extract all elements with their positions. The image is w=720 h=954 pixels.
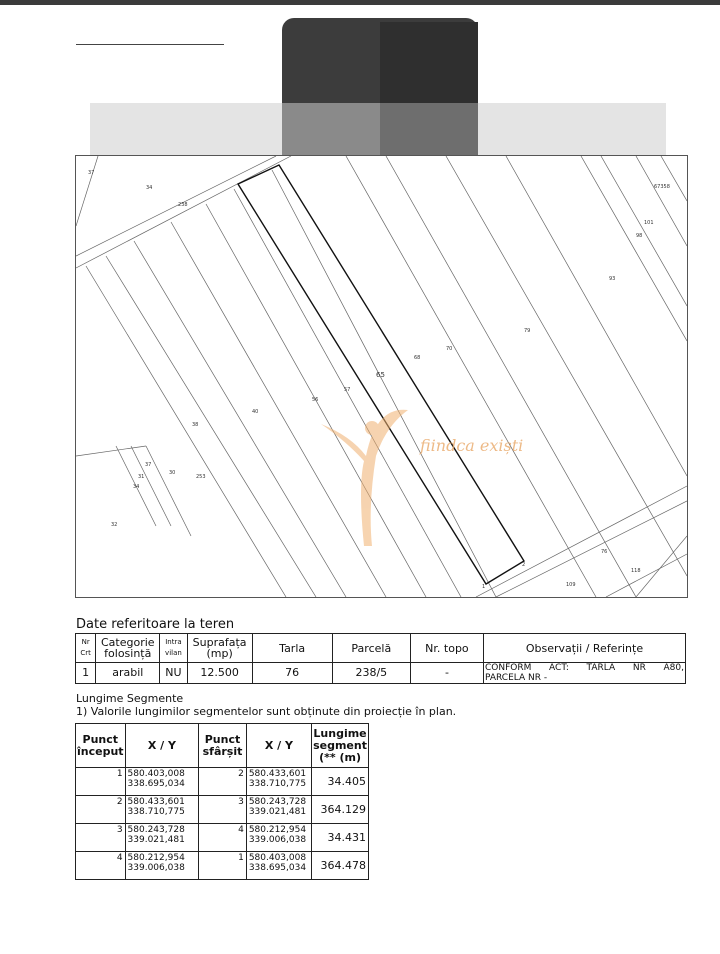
obs-line-2: PARCELA NR - xyxy=(484,673,548,683)
parcel-label: 56 xyxy=(312,397,319,403)
cell-xy2 xyxy=(246,852,311,880)
cell-len: 34.431 xyxy=(312,824,369,852)
cell-xy2 xyxy=(246,768,311,796)
cell-topo: - xyxy=(410,663,483,684)
cell-xy1 xyxy=(125,852,199,880)
parcel-label: 34 xyxy=(146,185,153,191)
parcel-label: 93 xyxy=(609,276,616,282)
coord-y: 338.710,775 xyxy=(248,779,307,789)
parcel-label: 79 xyxy=(524,328,531,334)
coord-y: 339.021,481 xyxy=(248,807,307,817)
col-xy-1: X / Y xyxy=(125,724,199,768)
parcel-label: 238 xyxy=(178,202,188,208)
cell-xy2 xyxy=(246,796,311,824)
col-nr-crt: Nr Crt xyxy=(76,634,96,663)
cell-p1: 3 xyxy=(76,824,126,852)
redaction-block-3 xyxy=(282,103,380,163)
col-xy-2: X / Y xyxy=(246,724,311,768)
col-nr-topo: Nr. topo xyxy=(410,634,483,663)
cell-categorie: arabil xyxy=(96,663,160,684)
coord-y: 338.695,034 xyxy=(127,779,185,789)
parcel-label: 34 xyxy=(133,484,140,490)
vertex-label: 1 xyxy=(482,584,486,590)
parcel-label: 67358 xyxy=(654,184,670,190)
coord-y: 338.710,775 xyxy=(127,807,185,817)
parcel-label: 57 xyxy=(344,387,351,393)
col-categorie: Categorie folosință xyxy=(96,634,160,663)
segmente-note: 1) Valorile lungimilor segmentelor sunt obținute din proiecție în plan. xyxy=(76,705,457,718)
cell-p2: 3 xyxy=(199,796,247,824)
cell-p1: 1 xyxy=(76,768,126,796)
parcel-label: 253 xyxy=(196,474,206,480)
cell-intravilan: NU xyxy=(160,663,187,684)
watermark-text: fiindca exiști xyxy=(420,436,524,455)
header-rule xyxy=(76,44,224,45)
teren-table xyxy=(75,633,686,684)
coord-y: 338.695,034 xyxy=(248,863,307,873)
table-row xyxy=(76,824,369,852)
parcel-label: 32 xyxy=(111,522,118,528)
cell-xy1 xyxy=(125,796,199,824)
cell-p2: 4 xyxy=(199,824,247,852)
col-punct-sfarsit: Punct sfârșit xyxy=(199,724,247,768)
coord-y: 339.021,481 xyxy=(127,835,185,845)
coord-x: 580.403,008 xyxy=(248,853,307,863)
coord-x: 580.212,954 xyxy=(248,825,307,835)
cell-p1: 2 xyxy=(76,796,126,824)
parcel-label: 76 xyxy=(601,549,608,555)
redaction-block-2 xyxy=(380,22,478,104)
col-punct-inceput: Punct început xyxy=(76,724,126,768)
coord-x: 580.243,728 xyxy=(127,825,185,835)
col-suprafata: Suprafața (mp) xyxy=(187,634,252,663)
cell-tarla: 76 xyxy=(252,663,332,684)
cell-parcela: 238/5 xyxy=(332,663,410,684)
col-lungime: Lungime segment (** (m) xyxy=(312,724,369,768)
parcel-label: 109 xyxy=(566,582,576,588)
col-intravilan: Intra vilan xyxy=(160,634,187,663)
parcel-label: 98 xyxy=(636,233,643,239)
cell-xy1 xyxy=(125,824,199,852)
cell-len: 34.405 xyxy=(312,768,369,796)
cell-len: 364.478 xyxy=(312,852,369,880)
cell-p2: 1 xyxy=(199,852,247,880)
table-row xyxy=(76,796,369,824)
vertex-label: 2 xyxy=(522,562,526,568)
parcel-label: 37 xyxy=(88,170,95,176)
segmente-title: Lungime Segmente xyxy=(76,692,184,705)
cell-p1: 4 xyxy=(76,852,126,880)
parcel-label: 68 xyxy=(414,355,421,361)
coord-y: 339.006,038 xyxy=(248,835,307,845)
parcel-label: 40 xyxy=(252,409,259,415)
parcel-label-highlight: 65 xyxy=(376,371,385,379)
cell-p2: 2 xyxy=(199,768,247,796)
parcel-label: 38 xyxy=(192,422,199,428)
col-tarla: Tarla xyxy=(252,634,332,663)
col-parcela: Parcelă xyxy=(332,634,410,663)
coord-x: 580.433,601 xyxy=(127,797,185,807)
parcel-label: 31 xyxy=(138,474,145,480)
teren-title: Date referitoare la teren xyxy=(76,617,235,632)
parcel-label: 37 xyxy=(145,462,152,468)
cell-len: 364.129 xyxy=(312,796,369,824)
top-bar xyxy=(0,0,720,5)
parcel-label: 30 xyxy=(169,470,176,476)
col-observatii: Observații / Referințe xyxy=(483,634,685,663)
cell-observatii xyxy=(483,663,685,684)
parcel-label: 101 xyxy=(644,220,654,226)
cell-xy2 xyxy=(246,824,311,852)
coord-y: 339.006,038 xyxy=(127,863,185,873)
cadastral-map xyxy=(75,155,688,598)
coord-x: 580.433,601 xyxy=(248,769,307,779)
segmente-header-row xyxy=(76,724,369,768)
map-drawing xyxy=(76,156,687,597)
segmente-table xyxy=(75,723,369,880)
coord-x: 580.403,008 xyxy=(127,769,185,779)
obs-line-1: CONFORM ACT: TARLA NR A80, xyxy=(484,663,684,673)
parcel-label: 118 xyxy=(631,568,641,574)
cell-xy1 xyxy=(125,768,199,796)
table-row xyxy=(76,852,369,880)
cell-suprafata: 12.500 xyxy=(187,663,252,684)
parcel-label: 70 xyxy=(446,346,453,352)
table-row xyxy=(76,663,686,684)
teren-header-row xyxy=(76,634,686,663)
coord-x: 580.243,728 xyxy=(248,797,307,807)
coord-x: 580.212,954 xyxy=(127,853,185,863)
redaction-block-4 xyxy=(380,103,478,163)
cell-nr: 1 xyxy=(76,663,96,684)
table-row xyxy=(76,768,369,796)
